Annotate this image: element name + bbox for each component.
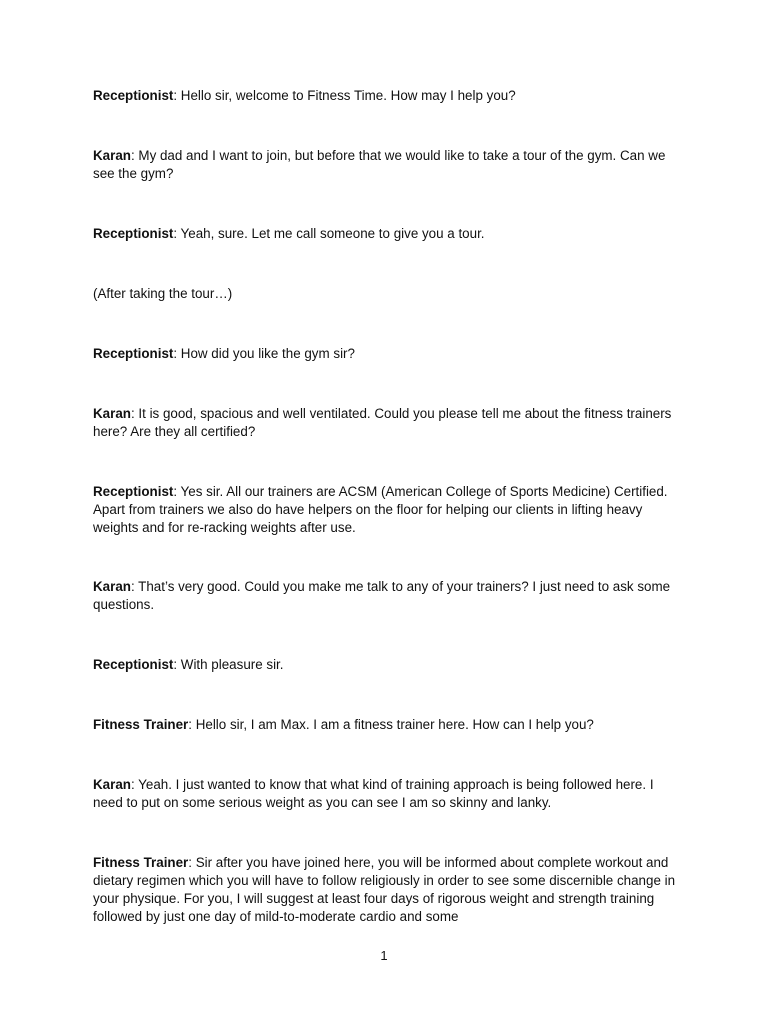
dialogue-line: [93, 87, 678, 105]
speaker-name: Receptionist: [93, 346, 174, 361]
dialogue-line: [93, 656, 678, 674]
speaker-name: Receptionist: [93, 657, 174, 672]
dialogue-line: [93, 716, 678, 734]
dialogue-text: : How did you like the gym sir?: [173, 346, 355, 361]
dialogue-text: : With pleasure sir.: [173, 657, 284, 672]
dialogue-line: [93, 776, 678, 812]
dialogue-text: : Sir after you have joined here, you will be informed about complete workout and dietary regimen which you will have to follow religiously in order to see some discernible change in your physique. For you, I will suggest at least four days of rigorous weight and strength training followed by just one day of mild-to-moderate cardio and some: [93, 855, 676, 924]
dialogue-line: [93, 578, 678, 614]
dialogue-text: : Yeah. I just wanted to know that what kind of training approach is being followed here. I need to put on some serious weight as you can see I am so skinny and lanky.: [93, 777, 654, 810]
speaker-name: Fitness Trainer: [93, 717, 189, 732]
dialogue-line: [93, 483, 678, 537]
speaker-name: Receptionist: [93, 226, 174, 241]
dialogue-text: : Hello sir, welcome to Fitness Time. How may I help you?: [173, 88, 516, 103]
dialogue-text: : Yes sir. All our trainers are ACSM (American College of Sports Medicine) Certified. Apart from trainers we also do have helpers on the floor for helping our clients in lifting heavy weights and for re-racking weights after use.: [93, 484, 668, 535]
dialogue-text: : It is good, spacious and well ventilated. Could you please tell me about the fitness trainers here? Are they all certified?: [93, 406, 672, 439]
dialogue-text: : Yeah, sure. Let me call someone to give you a tour.: [173, 226, 485, 241]
dialogue-text: : That’s very good. Could you make me talk to any of your trainers? I just need to ask some questions.: [93, 579, 671, 612]
speaker-name: Karan: [93, 406, 131, 421]
speaker-name: Fitness Trainer: [93, 855, 189, 870]
dialogue-line: [93, 225, 678, 243]
page-number: 1: [380, 948, 388, 963]
speaker-name: Receptionist: [93, 88, 174, 103]
speaker-name: Karan: [93, 579, 131, 594]
dialogue-line: [93, 345, 678, 363]
stage-direction: [93, 285, 678, 303]
dialogue-line: [93, 405, 678, 441]
dialogue-line: [93, 147, 678, 183]
dialogue-text: : My dad and I want to join, but before that we would like to take a tour of the gym. Can we see the gym?: [93, 148, 666, 181]
speaker-name: Karan: [93, 148, 131, 163]
dialogue-text: (After taking the tour…): [93, 286, 233, 301]
speaker-name: Receptionist: [93, 484, 174, 499]
dialogue-line: [93, 854, 678, 926]
dialogue-text: : Hello sir, I am Max. I am a fitness trainer here. How can I help you?: [188, 717, 594, 732]
speaker-name: Karan: [93, 777, 131, 792]
